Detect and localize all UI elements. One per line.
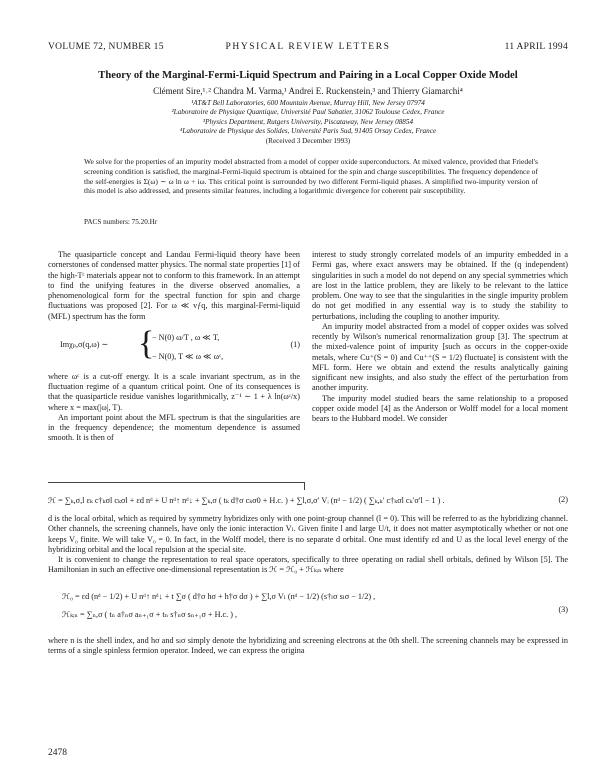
journal-name: PHYSICAL REVIEW LETTERS — [225, 42, 391, 52]
paragraph: The impurity model studied bears the same relationship to a proposed copper oxide model [4] as the Anderson or Wolff model for a local moment bears to the Hubbard model. We consider — [312, 393, 568, 423]
equation-number: (1) — [290, 339, 300, 349]
right-column — [312, 250, 568, 424]
equation-2-body: ℋ = ∑ₖ,σ,l εₖ c†ₖσl cₖσl + εd nᵈ + U nᵈ↑ nᵈ↓ + ∑ₖ,σ ( tₖ d†σ cₖσ0 + H.c. ) + ∑l,σ,σ′ Vᵢ (nᵈ − 1/2) ( ∑ₖ,ₖ′ c†ₖσl cₖ′σ′l − 1 ) . — [48, 496, 445, 505]
equation-3-line-1: ℋ₀ = εd (nᵈ − 1/2) + U nᵈ↑ nᵈ↓ + t ∑σ ( d†σ hσ + h†σ dσ ) + ∑l,σ Vₗ (nᵈ − 1/2) (s†ₗσ sₗσ − 1/2) , — [62, 592, 376, 601]
volume-number: VOLUME 72, NUMBER 15 — [48, 42, 164, 52]
equation-number: (3) — [558, 605, 568, 614]
affiliation-3: ³Physics Department, Rutgers University, Piscataway, New Jersey 08854 — [202, 117, 414, 126]
equation-3-line-2: ℋₖᵢₙ = ∑ₙ,σ ( tₙ a†ₙσ aₙ₊₁σ + tₙ s†ₙσ sₙ₊₁σ + H.c. ) , — [62, 610, 238, 619]
author-list: Clément Sire,¹˒² Chandra M. Varma,¹ Andrei E. Ruckenstein,³ and Thierry Giamarchi⁴ — [153, 86, 463, 96]
full-width-text — [48, 514, 568, 576]
running-head — [48, 42, 568, 56]
equation-1-case-high: − N(0), T ≪ ω ≪ ωᶜ, — [152, 351, 224, 361]
equation-3 — [48, 591, 568, 631]
paper-title: Theory of the Marginal-Fermi-Liquid Spectrum and Pairing in a Local Copper Oxide Model — [98, 70, 518, 81]
page-number: 2478 — [48, 748, 67, 758]
paragraph: An important point about the MFL spectrum is that the singularities are in the frequency dependence; the momentum dependence is assumed smooth. It is then of — [48, 412, 300, 443]
paragraph: interest to study strongly correlated models of an impurity embedded in a Fermi gas, where exact answers may be obtained. If the (q independent) singularities in such a model do not depend on any special symmetries which are lost in the lattice problem, they are likely to be relevant to the lattice problem. One way to see that the singularities in the single impurity problem do not get modified in any essential way is to study the stability to perturbations, including the coupling to another impurity. — [312, 250, 568, 321]
equation-1 — [48, 324, 300, 370]
received-date: (Received 3 December 1993) — [265, 136, 351, 145]
paragraph: An impurity model abstracted from a model of copper oxides was solved recently by Wilson's numerical renormalization group [3]. The spectrum at the mixed-valence point of impurity [such as occurs in the copper-oxide metals, where Cu⁺(S = 0) and Cu⁺⁺(S = 1/2) fluctuate] is consistent with the MFL form. Here we obtain and extend the results analytically gaining significant new insights, and also study the effect of the perturbation from another impurity. — [312, 321, 568, 393]
abstract — [84, 157, 538, 196]
affiliation-2: ²Laboratoire de Physique Quantique, Université Paul Sabatier, 31062 Toulouse Cedex, France — [171, 108, 445, 117]
affiliation-4: ⁴Laboratoire de Physique des Solides, Université Paris Sud, 91405 Orsay Cedex, France — [179, 127, 437, 136]
affiliation-1: ¹AT&T Bell Laboratories, 600 Mountain Avenue, Murray Hill, New Jersey 07974 — [191, 99, 425, 107]
paragraph: d is the local orbital, which as required by symmetry hybridizes only with one point-group channel (l = 0). This will be referred to as the hybridizing channel. Other channels, the screening channels, have only the ionic interaction Vₗ. Given finite l and large U/t, it does not matter asymptotically whether or not one keeps V₀ finite. We will take V₀ = 0. In fact, in the Wolff model, there is no separate d orbital. One must identify εd and U as the local level energy of the hybridizing orbital and the local repulsion at the special site. — [48, 514, 568, 554]
equation-2 — [48, 495, 568, 505]
paragraph: The quasiparticle concept and Landau Fermi-liquid theory have been cornerstones of condensed matter physics. The normal state properties [1] of the high-Tᶜ materials appear not to conform to this framework. In an attempt to find the unifying features in the diverse observed anomalies, a phenomenological form for the spectral function for spin and charge fluctuations was proposed [2]. For ω ≪ vƒq, this marginal-Fermi-liquid (MFL) spectrum has the form — [48, 250, 300, 321]
issue-date: 11 APRIL 1994 — [504, 42, 568, 52]
full-width-text-end — [48, 636, 568, 657]
affiliations — [48, 99, 568, 146]
column-divider-rule — [48, 482, 304, 483]
equation-1-lhs: Imχₚ,σ(q,ω) ∼ — [60, 339, 109, 349]
abstract-text: We solve for the properties of an impurity model abstracted from a model of copper oxide superconductors. At mixed valence, provided that Friedel's screening condition is satisfied, the marginal-Fermi-liquid spectrum is obtained for the spin and charge susceptibilities. The frequency dependence of the self-energies is Σ(ω) ∼ ω ln ω + iω. This critical point is surrounded by two different Fermi-liquid phases. A simplified two-impurity version of this model is also addressed, and presents similar features, including a logarithmic divergence for coherent pair susceptibility. — [84, 157, 538, 196]
left-column — [48, 250, 300, 444]
paragraph: where n is the shell index, and hσ and sₗσ simply denote the hybridizing and screening electrons at the 0th shell. The screening channels may be expressed in terms of a single spinless fermion operator. Indeed, we can express the origina — [48, 636, 568, 656]
column-divider-tick — [304, 482, 305, 490]
pacs-numbers: PACS numbers: 75.20.Hr — [84, 218, 158, 226]
case-brace: { — [138, 324, 155, 362]
paragraph: It is convenient to change the representation to real space operators, specifically to three operating on radial shell orbitals, defined by Wilson [5]. The Hamiltonian in such an effective one-dimensional representation is ℋ = ℋ₀ + ℋₖᵢₙ where — [48, 555, 568, 575]
equation-1-case-low: − N(0) ω/T , ω ≪ T, — [152, 332, 220, 342]
paragraph: where ωᶜ is a cut-off energy. It is a scale invariant spectrum, as in the fluctuation regime of a quantum critical point. One of its consequences is that the quasiparticle residue vanishes logarithmically, z⁻¹ ∼ 1 + λ ln(ωᶜ/x) where x = max(|ω|, T). — [48, 371, 300, 412]
equation-number: (2) — [558, 495, 568, 504]
